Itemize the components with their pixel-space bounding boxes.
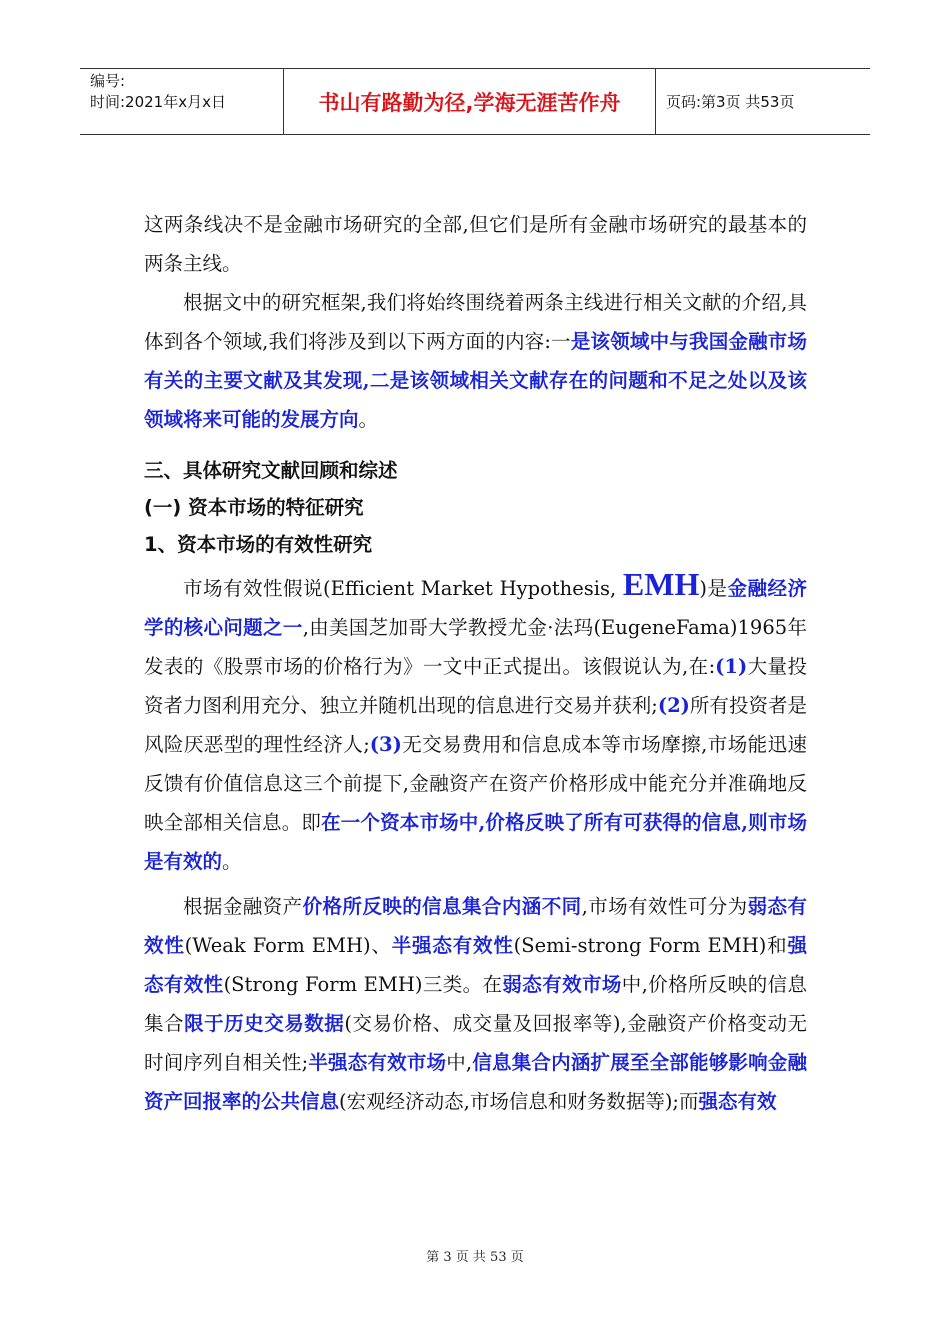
document-body xyxy=(144,205,807,1121)
page-footer: 第 3 页 共 53 页 xyxy=(426,1250,524,1265)
header-motto: 书山有路勤为径,学海无涯苦作舟 xyxy=(283,69,656,134)
header-meta xyxy=(80,69,283,134)
topic-heading: 1、资本市场的有效性研究 xyxy=(144,533,373,556)
page-header xyxy=(80,68,870,135)
paragraph-4: 根据金融资产价格所反映的信息集合内涵不同,市场有效性可分为弱态有效性(Weak Form EMH)、半强态有效性(Semi-strong Form EMH)和强态有效性(Strong Form EMH)三类。在弱态有效市场中,价格所反映的信息集合限于历史交易数据(交易价格、成交量及回报率等),金融资产价格变动无时间序列自相关性;半强态有效市场中,信息集合内涵扩展至全部能够影响金融资产回报率的公共信息(宏观经济动态,市场信息和财务数据等);而强态有效 xyxy=(144,895,807,1113)
subsection-heading: (一) 资本市场的特征研究 xyxy=(144,496,364,519)
header-time-label: 时间:2021年x月x日 xyxy=(90,93,226,111)
header-number-label: 编号: xyxy=(90,72,126,90)
paragraph-2: 根据文中的研究框架,我们将始终围绕着两条主线进行相关文献的介绍,具体到各个领域,我们将涉及到以下两方面的内容:一是该领域中与我国金融市场有关的主要文献及其发现,二是该领域相关文献存在的问题和不足之处以及该领域将来可能的发展方向。 xyxy=(144,291,807,431)
section-heading: 三、具体研究文献回顾和综述 xyxy=(144,459,398,482)
paragraph-3: 市场有效性假说(Efficient Market Hypothesis, EMH)是金融经济学的核心问题之一,由美国芝加哥大学教授尤金·法玛(EugeneFama)1965年发表的《股票市场的价格行为》一文中正式提出。该假说认为,在:(1)大量投资者力图利用充分、独立并随机出现的信息进行交易并获利;(2)所有投资者是风险厌恶型的理性经济人;(3)无交易费用和信息成本等市场摩擦,市场能迅速反馈有价值信息这三个前提下,金融资产在资产价格形成中能充分并准确地反映全部相关信息。即在一个资本市场中,价格反映了所有可获得的信息,则市场是有效的。 xyxy=(144,566,808,873)
emh-abbrev: EMH xyxy=(622,566,700,602)
paragraph-1: 这两条线决不是金融市场研究的全部,但它们是所有金融市场研究的最基本的两条主线。 xyxy=(144,213,807,275)
header-page-info: 页码:第3页 共53页 xyxy=(666,93,795,111)
